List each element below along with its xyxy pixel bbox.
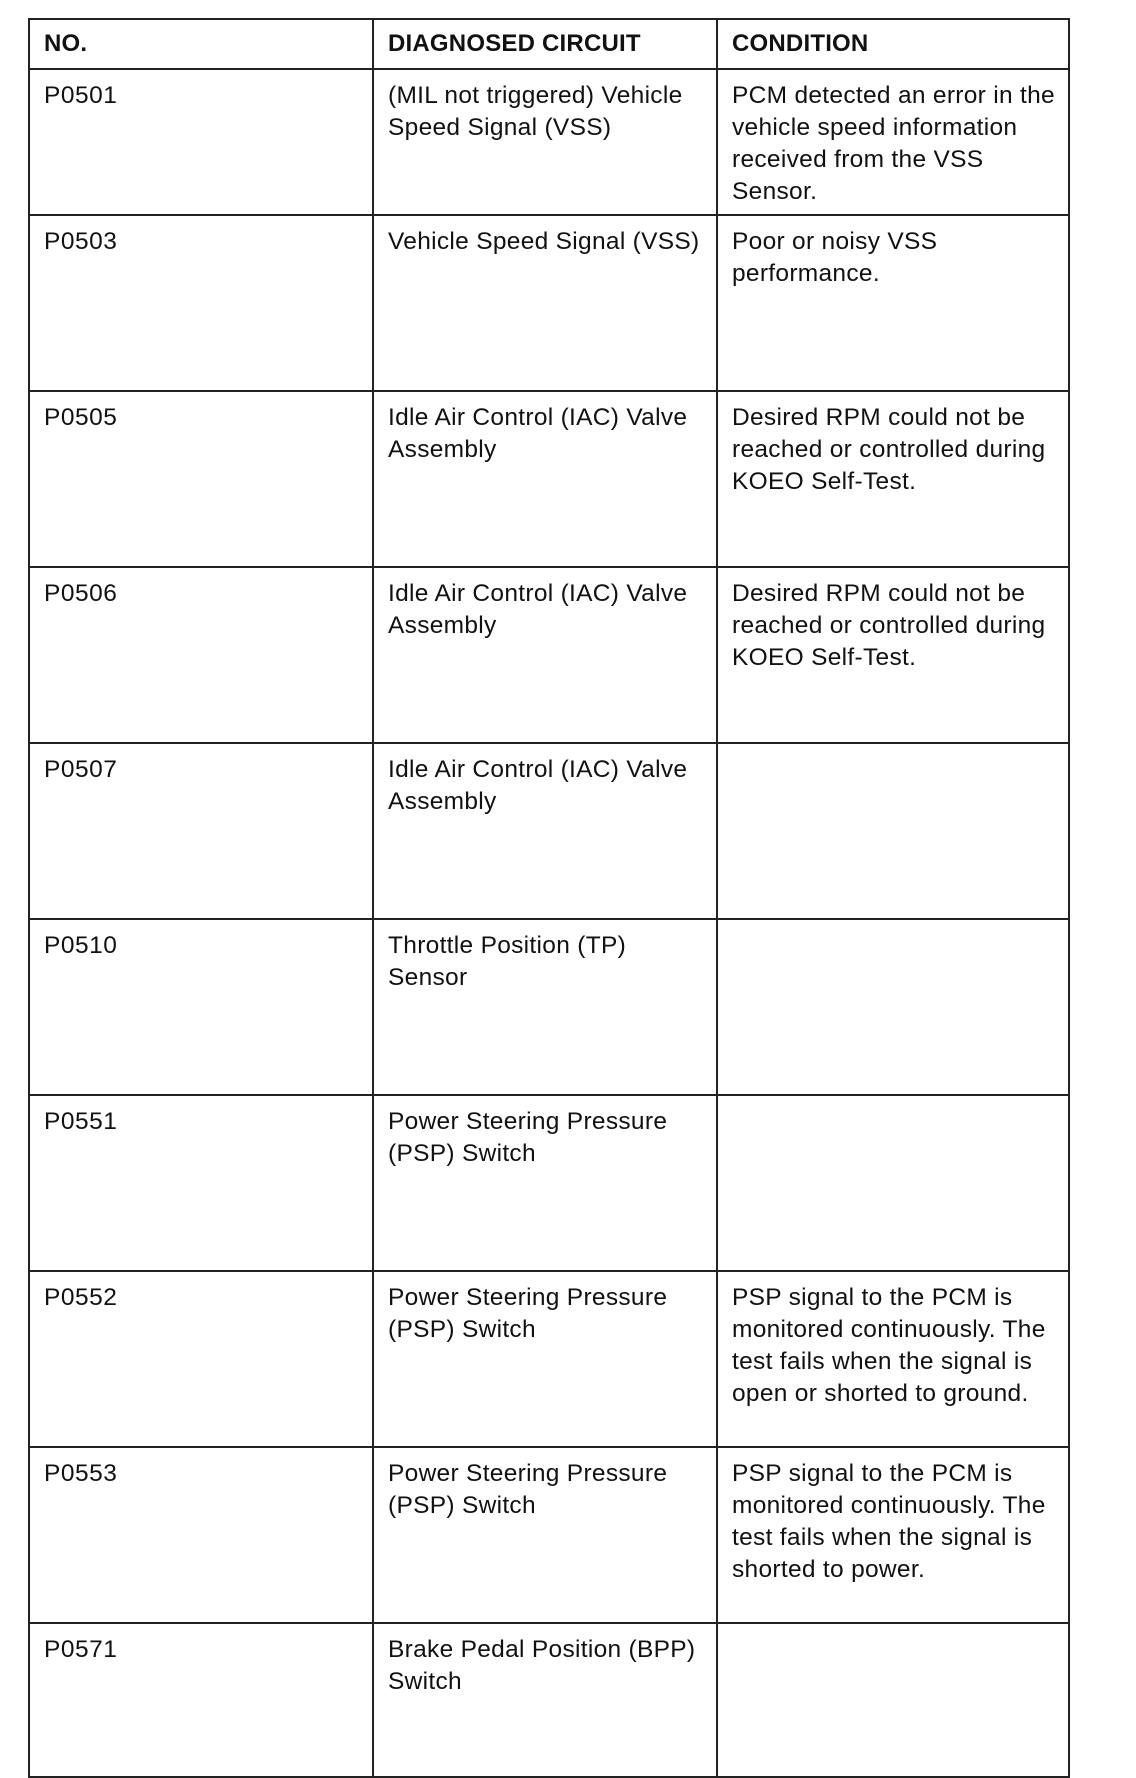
- table-body: [29, 69, 1069, 1777]
- condition: Desired RPM could not be reached or controlled during KOEO Self-Test.: [717, 391, 1069, 567]
- condition: [717, 1095, 1069, 1271]
- dtc-code: P0510: [29, 919, 373, 1095]
- dtc-code: P0501: [29, 69, 373, 215]
- table-row: [29, 1447, 1069, 1623]
- dtc-code: P0553: [29, 1447, 373, 1623]
- table-row: [29, 567, 1069, 743]
- dtc-table: [28, 18, 1070, 1778]
- table-row: [29, 1623, 1069, 1777]
- diagnosed-circuit: Throttle Position (TP) Sensor: [373, 919, 717, 1095]
- diagnosed-circuit: Power Steering Pressure (PSP) Switch: [373, 1271, 717, 1447]
- table-row: [29, 919, 1069, 1095]
- diagnosed-circuit: Power Steering Pressure (PSP) Switch: [373, 1447, 717, 1623]
- diagnosed-circuit: Idle Air Control (IAC) Valve Assembly: [373, 391, 717, 567]
- header-condition: CONDITION: [717, 19, 1069, 69]
- diagnosed-circuit: Idle Air Control (IAC) Valve Assembly: [373, 567, 717, 743]
- diagnosed-circuit: (MIL not triggered) Vehicle Speed Signal (VSS): [373, 69, 717, 215]
- table-row: [29, 69, 1069, 215]
- diagnosed-circuit: Vehicle Speed Signal (VSS): [373, 215, 717, 391]
- condition: PSP signal to the PCM is monitored continuously. The test fails when the signal is open or shorted to ground.: [717, 1271, 1069, 1447]
- dtc-code: P0551: [29, 1095, 373, 1271]
- table-row: [29, 215, 1069, 391]
- dtc-code: P0506: [29, 567, 373, 743]
- dtc-code: P0503: [29, 215, 373, 391]
- header-diagnosed-circuit: DIAGNOSED CIRCUIT: [373, 19, 717, 69]
- dtc-code: P0507: [29, 743, 373, 919]
- table-row: [29, 1271, 1069, 1447]
- dtc-code: P0505: [29, 391, 373, 567]
- table-row: [29, 743, 1069, 919]
- table-row: [29, 391, 1069, 567]
- diagnosed-circuit: Power Steering Pressure (PSP) Switch: [373, 1095, 717, 1271]
- condition: PCM detected an error in the vehicle speed information received from the VSS Sensor.: [717, 69, 1069, 215]
- header-row: [29, 19, 1069, 69]
- condition: [717, 919, 1069, 1095]
- diagnosed-circuit: Brake Pedal Position (BPP) Switch: [373, 1623, 717, 1777]
- table-header: [29, 19, 1069, 69]
- condition: Desired RPM could not be reached or controlled during KOEO Self-Test.: [717, 567, 1069, 743]
- condition: PSP signal to the PCM is monitored continuously. The test fails when the signal is shorted to power.: [717, 1447, 1069, 1623]
- condition: [717, 1623, 1069, 1777]
- header-no: NO.: [29, 19, 373, 69]
- diagnosed-circuit: Idle Air Control (IAC) Valve Assembly: [373, 743, 717, 919]
- condition: Poor or noisy VSS performance.: [717, 215, 1069, 391]
- dtc-code: P0552: [29, 1271, 373, 1447]
- condition: [717, 743, 1069, 919]
- dtc-code: P0571: [29, 1623, 373, 1777]
- table-row: [29, 1095, 1069, 1271]
